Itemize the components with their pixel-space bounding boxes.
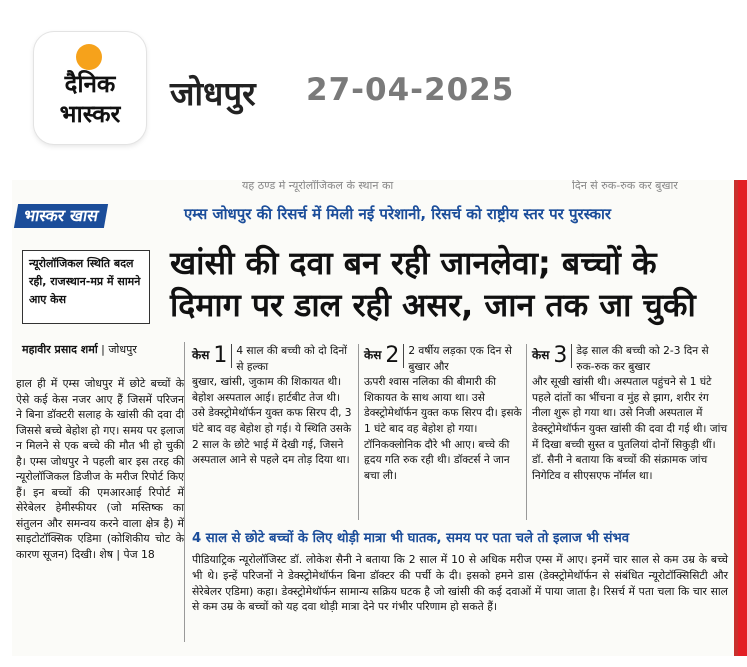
headline: खांसी की दवा बन रही जानलेवा; बच्चों के दिमाग पर डाल रही असर, जान तक जा चुकी bbox=[170, 244, 696, 324]
logo-sun-icon bbox=[76, 44, 102, 70]
kicker-strap: एम्स जोधपुर की रिसर्च में मिली नई परेशानी, रिसर्च को राष्ट्रीय स्तर पर पुरस्कार bbox=[184, 205, 612, 223]
case-2-intro: 2 वर्षीय लड़का एक दिन से बुखार और bbox=[408, 345, 512, 373]
article-body: हाल ही में एम्स जोधपुर में छोटे बच्चों के ऐसे कई केस नजर आए हैं जिसमें परिजन ने बिना डॉक्टरी सलाह के खांसी की दवा दी जिससे बच्चे बेहोश हो गए। समय पर इलाज न मिलने से एक बच्चे की मौत भी हो चुकी है। एम्स जोधपुर ने पहली बार इस तरह की न्यूरोलॉजिकल डिजीज के मरीज रिपोर्ट किए हैं। इन बच्चों की एमआरआई रिपोर्ट में सेरेबेलर हेमीस्फीयर (जो मस्तिष्क का संतुलन और समन्वय करने वाला क्षेत्र है) में साइटोटॉक्सिक एडिमा (कोशिकीय चोट के कारण सूजन) दिखी। शेष | पेज 18 bbox=[16, 377, 184, 561]
case-2-head bbox=[364, 344, 526, 375]
case-1-intro: 4 साल की बच्ची को दो दिनों से हल्का bbox=[236, 345, 347, 373]
highlight-box: न्यूरोलॉजिकल स्थिति बदल रही, राजस्थान-मप्र में सामने आए केस bbox=[22, 250, 150, 324]
case-1-label: केस bbox=[192, 348, 210, 362]
case-1-number: 1 bbox=[209, 344, 232, 368]
case-1-text: बुखार, खांसी, जुकाम की शिकायत थी। बेहोश अस्पताल आई। हार्टबीट तेज थी। उसे डेक्स्ट्रोमेथॉर्फन युक्त कफ सिरप दी, 3 घंटे बाद वह बेहोश हो गई। ये स्थिति उसके 2 साल के छोटे भाई में देखी गई, जिसने अस्पताल आने से पहले दम तोड़ दिया था। bbox=[192, 376, 352, 467]
logo-line-1: दैनिक bbox=[64, 70, 116, 98]
case-3 bbox=[532, 344, 728, 484]
case-2-label: केस bbox=[364, 348, 382, 362]
logo-line-2: भास्कर bbox=[59, 100, 121, 128]
case-3-intro: डेढ़ साल की बच्ची को 2-3 दिन से रुक-रुक कर बुखार bbox=[576, 345, 709, 373]
case-2-number: 2 bbox=[381, 344, 404, 368]
cut-text-top-right: दिन से रुक-रुक कर बुखार bbox=[572, 180, 678, 192]
case-2 bbox=[364, 344, 526, 484]
case-3-label: केस bbox=[532, 348, 550, 362]
byline: महावीर प्रसाद शर्मा | जोधपुर bbox=[22, 343, 137, 356]
app-header bbox=[0, 0, 747, 170]
case-3-number: 3 bbox=[549, 344, 572, 368]
dainik-bhaskar-logo[interactable] bbox=[34, 32, 146, 144]
clipping-right-edge bbox=[734, 180, 747, 656]
edition-city: जोधपुर bbox=[170, 74, 256, 113]
byline-name: महावीर प्रसाद शर्मा bbox=[22, 343, 98, 356]
section-kicker: भास्कर खास bbox=[14, 204, 108, 228]
subheading: 4 साल से छोटे बच्चों के लिए थोड़ी मात्रा भी घातक, समय पर पता चले तो इलाज भी संभव bbox=[192, 531, 630, 546]
edition-date: 27-04-2025 bbox=[306, 72, 515, 108]
case-2-text: ऊपरी श्वास नलिका की बीमारी की शिकायत के साथ आया था। उसे डेक्स्ट्रोमेथॉर्फन युक्त कफ सिरप दी। इसके 1 घंटे बाद वह बेहोश हो गया। टॉनिकक्लोनिक दौरे भी आए। बच्चे की हृदय गति रुक रही थी। डॉक्टर्स ने जान बचा ली। bbox=[364, 376, 522, 482]
column-divider bbox=[184, 342, 185, 642]
newspaper-clipping bbox=[12, 180, 734, 656]
byline-place: जोधपुर bbox=[108, 343, 137, 356]
cut-text-top: यह ठण्ड मे न्यूरोलॉजिकल के स्थान का bbox=[242, 180, 394, 192]
case-1 bbox=[192, 344, 354, 469]
case-divider-1 bbox=[358, 344, 359, 520]
case-divider-2 bbox=[526, 344, 527, 520]
case-3-head bbox=[532, 344, 728, 375]
edge-red-band bbox=[738, 180, 747, 656]
case-3-text: और सूखी खांसी थी। अस्पताल पहुंचने से 1 घंटे पहले दांतों का भींचना व मुंह से झाग, शरीर रंग नीला शुरू हो गया था। उसे निजी अस्पताल में डेक्स्ट्रोमेथॉर्फन युक्त खांसी की दवा दी गई थी। जांच में दिखा बच्ची सुस्त व पुतलियां दोनों सिकुड़ी थीं। डॉ. सैनी ने बताया कि बच्चों की संक्रामक जांच निगेटिव व सीएसएफ नॉर्मल था। bbox=[532, 376, 728, 482]
case-1-head bbox=[192, 344, 354, 375]
subheading-paragraph: पीडियाट्रिक न्यूरोलॉजिस्ट डॉ. लोकेश सैनी ने बताया कि 2 साल में 10 से अधिक मरीज एम्स में आए। इनमें चार साल से कम उम्र के बच्चे भी थे। इन्हें परिजनों ने डेक्स्ट्रोमेथॉर्फन बिना डॉक्टर की पर्ची के दी। इसको हमने डास (डेक्स्ट्रोमेथॉर्फन से संबंधित न्यूरोटॉक्सिसिटी और सेरेबेलर एडिमा) कहा। डेक्स्ट्रोमेथॉर्फन सामान्य सक्रिय घटक है जो खांसी की कई दवाओं में पाया जाता है। रिसर्च में पता चला कि चार साल से कम उम्र के बच्चों को यह दवा थोड़ी मात्रा देने पर गंभीर परिणाम हो सकते हैं। bbox=[192, 553, 728, 614]
